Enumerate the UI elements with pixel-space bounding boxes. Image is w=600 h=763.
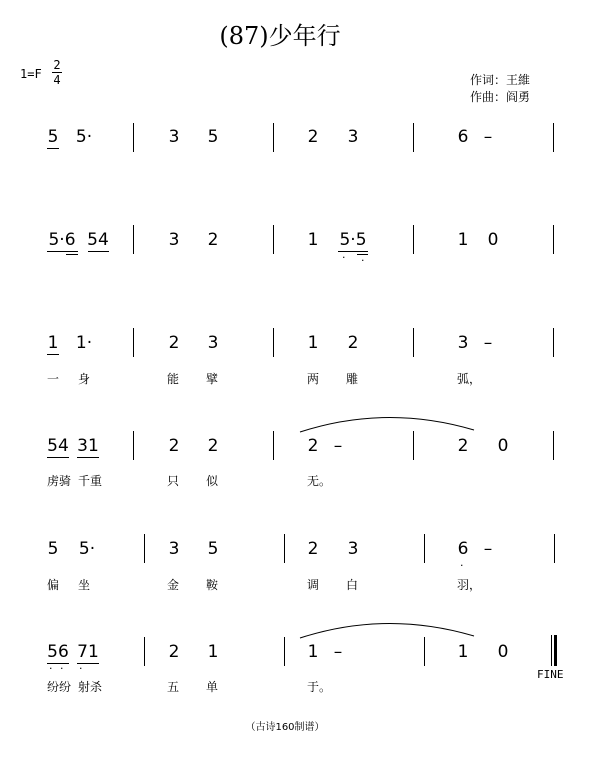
note: 0: [497, 642, 509, 662]
note: 3: [347, 127, 359, 147]
lyric: 白: [346, 578, 359, 592]
time-signature-top: 2: [53, 58, 61, 72]
bar-line: [133, 328, 134, 357]
low-octave-dot: ·: [49, 662, 53, 675]
note: 2: [207, 230, 219, 250]
underline: [77, 457, 99, 458]
lyricist-credit: 作词：王維: [470, 73, 531, 87]
note: 5·6: [48, 230, 76, 250]
time-signature: [52, 59, 62, 86]
key-signature: 1=F: [20, 67, 42, 81]
bar-line: [424, 534, 425, 563]
note: 0: [487, 230, 499, 250]
final-bar-thin: [551, 635, 552, 666]
bar-line: [413, 328, 414, 357]
lyric: 射杀: [78, 680, 103, 694]
low-octave-dot: ·: [60, 662, 64, 675]
dash: –: [483, 539, 493, 559]
footer-note: [0, 718, 600, 733]
note: 2: [347, 333, 359, 353]
composer-credit: 作曲：阎勇: [470, 90, 531, 104]
note: 31: [77, 436, 99, 456]
underline: [47, 457, 69, 458]
note: 2: [168, 436, 180, 456]
lyric: 弧，: [457, 372, 482, 386]
lyric: 身: [78, 372, 91, 386]
note: 54: [47, 436, 69, 456]
note: 2: [168, 333, 180, 353]
note: 71: [77, 642, 99, 662]
final-bar-thick: [554, 635, 557, 666]
lyric: 擘: [206, 372, 219, 386]
note: 1·: [75, 333, 93, 353]
dash: –: [483, 333, 493, 353]
note: 5·: [78, 539, 96, 559]
note: 5: [207, 127, 219, 147]
bar-line: [133, 123, 134, 152]
song-title: [0, 16, 600, 51]
note: 2: [457, 436, 469, 456]
lyric: 鞍: [206, 578, 219, 592]
bar-line: [553, 225, 554, 254]
note: 56: [47, 642, 69, 662]
low-octave-dot: ·: [79, 662, 83, 675]
lyric: 五: [167, 680, 180, 694]
note: 1: [457, 642, 469, 662]
bar-line: [413, 123, 414, 152]
bar-line: [413, 225, 414, 254]
low-octave-dot: ·: [361, 254, 365, 267]
note: 1: [47, 333, 59, 353]
note: 2: [168, 642, 180, 662]
bar-line: [273, 431, 274, 460]
lyric: 金: [167, 578, 180, 592]
note: 2: [207, 436, 219, 456]
note: 2: [307, 436, 319, 456]
bar-line: [413, 431, 414, 460]
note: 2: [307, 539, 319, 559]
bar-line: [553, 123, 554, 152]
fine-marker: FINE: [537, 668, 564, 681]
lyric: 两: [307, 372, 320, 386]
bar-line: [273, 225, 274, 254]
note: 1: [307, 230, 319, 250]
note: 6: [457, 539, 469, 559]
note: 0: [497, 436, 509, 456]
note: 2: [307, 127, 319, 147]
lyric: 偏: [47, 578, 60, 592]
bar-line: [144, 534, 145, 563]
tie-arc: [298, 618, 478, 640]
time-signature-bottom: 4: [53, 73, 61, 87]
lyric: 于。: [307, 680, 332, 694]
lyric: 羽，: [457, 578, 482, 592]
note: 54: [87, 230, 109, 250]
note: 5·: [75, 127, 93, 147]
note: 1: [307, 642, 319, 662]
lyric: 能: [167, 372, 180, 386]
note: 3: [168, 230, 180, 250]
lyric: 似: [206, 474, 219, 488]
note: 6: [457, 127, 469, 147]
dash: –: [483, 127, 493, 147]
note: 3: [207, 333, 219, 353]
note: 5·5: [339, 230, 367, 250]
underline: [47, 251, 78, 252]
underline: [47, 148, 59, 149]
song-title-text: (87)少年行: [219, 22, 341, 50]
note: 1: [307, 333, 319, 353]
lyric: 雕: [346, 372, 359, 386]
lyric: 只: [167, 474, 180, 488]
bar-line: [144, 637, 145, 666]
underline: [88, 251, 109, 252]
note: 3: [347, 539, 359, 559]
lyric: 千重: [78, 474, 103, 488]
lyric: 调: [307, 578, 320, 592]
note: 3: [457, 333, 469, 353]
underline: [66, 254, 78, 255]
note: 3: [168, 127, 180, 147]
bar-line: [553, 431, 554, 460]
note: 5: [47, 127, 59, 147]
dash: –: [333, 436, 343, 456]
footer-text: （古诗160制谱）: [245, 722, 325, 733]
lyric: 纷纷: [47, 680, 72, 694]
note: 5: [207, 539, 219, 559]
bar-line: [554, 534, 555, 563]
bar-line: [284, 637, 285, 666]
low-octave-dot: ·: [342, 251, 346, 264]
bar-line: [133, 431, 134, 460]
bar-line: [424, 637, 425, 666]
note: 3: [168, 539, 180, 559]
bar-line: [553, 328, 554, 357]
dash: –: [333, 642, 343, 662]
bar-line: [284, 534, 285, 563]
low-octave-dot: ·: [460, 559, 464, 572]
note: 1: [207, 642, 219, 662]
lyric: 一: [47, 372, 60, 386]
lyric: 坐: [78, 578, 91, 592]
lyric: 单: [206, 680, 219, 694]
lyric: 虏骑: [47, 474, 72, 488]
bar-line: [273, 123, 274, 152]
lyric: 无。: [307, 474, 332, 488]
bar-line: [133, 225, 134, 254]
underline: [47, 354, 59, 355]
bar-line: [273, 328, 274, 357]
note: 1: [457, 230, 469, 250]
note: 5: [47, 539, 59, 559]
tie-arc: [298, 412, 478, 434]
